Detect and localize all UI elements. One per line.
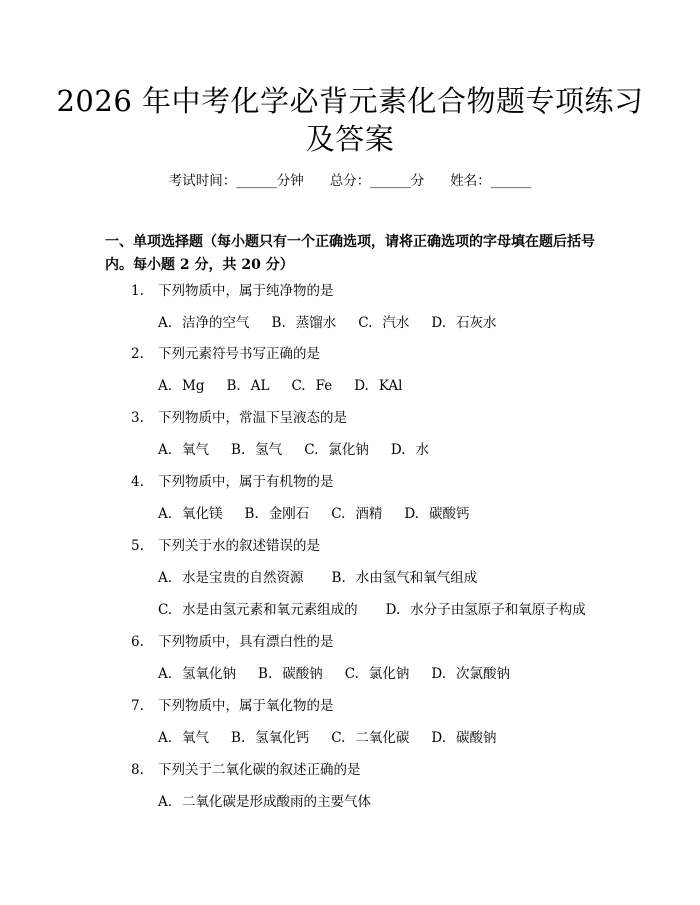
options-row xyxy=(158,314,519,332)
question-stem: 下列关于水的叙述错误的是 xyxy=(158,538,320,554)
option-letter: A. xyxy=(158,378,173,394)
option-letter: A. xyxy=(158,442,173,458)
option-text: Mg xyxy=(182,378,205,394)
question-number: 7. xyxy=(131,698,144,714)
exam-total-score: 总分：______分 xyxy=(329,173,425,189)
answer-option xyxy=(291,377,332,395)
answer-option xyxy=(386,601,586,619)
option-text: 碳酸钙 xyxy=(429,506,470,522)
option-text: 石灰水 xyxy=(456,315,497,331)
question-stem: 下列物质中，常温下呈液态的是 xyxy=(158,410,347,426)
question-number: 6. xyxy=(131,634,144,650)
option-text: 水 xyxy=(415,442,430,458)
option-letter: C. xyxy=(304,442,319,458)
option-letter: C. xyxy=(331,730,346,746)
answer-option xyxy=(358,314,409,332)
document-title-line2: 及答案 xyxy=(305,122,395,156)
options-row xyxy=(158,729,519,747)
option-text: 蒸馏水 xyxy=(295,315,337,331)
option-letter: A. xyxy=(158,730,173,746)
answer-option xyxy=(332,569,478,587)
option-text: 二氧化碳是形成酸雨的主要气体 xyxy=(182,794,372,810)
answer-option xyxy=(158,729,209,747)
options-row xyxy=(158,665,532,683)
option-text: Fe xyxy=(315,378,333,394)
option-letter: B. xyxy=(231,730,246,746)
option-text: 碳酸钠 xyxy=(282,666,323,682)
option-letter: B. xyxy=(244,506,259,522)
option-text: 水是由氢元素和氧元素组成的 xyxy=(182,602,358,618)
answer-option xyxy=(272,314,337,332)
exam-time: 考试时间：______分钟 xyxy=(168,173,304,189)
answer-option xyxy=(158,377,205,395)
option-text: 氢氧化钙 xyxy=(255,730,310,746)
question-number: 5. xyxy=(131,538,144,554)
question-stem: 下列物质中，属于氧化物的是 xyxy=(158,698,334,714)
option-letter: B. xyxy=(271,315,286,331)
option-text: 洁净的空气 xyxy=(182,315,250,331)
option-letter: D. xyxy=(431,315,447,331)
question-stem: 下列元素符号书写正确的是 xyxy=(158,346,320,362)
options-row xyxy=(158,377,424,395)
option-text: 水由氢气和氧气组成 xyxy=(355,570,478,586)
answer-option xyxy=(227,377,270,395)
option-letter: C. xyxy=(358,315,373,331)
option-text: 金刚石 xyxy=(268,506,310,522)
answer-option xyxy=(158,793,371,811)
option-text: 氯化钠 xyxy=(368,666,410,682)
option-text: 二氧化碳 xyxy=(355,730,410,746)
question-number: 8. xyxy=(131,762,144,778)
option-letter: A. xyxy=(158,794,173,810)
option-letter: C. xyxy=(331,506,346,522)
option-letter: C. xyxy=(344,666,359,682)
answer-option xyxy=(245,505,310,523)
option-letter: A. xyxy=(158,666,173,682)
option-text: 氢气 xyxy=(255,442,283,458)
options-row xyxy=(158,569,499,587)
option-text: 次氯酸钠 xyxy=(456,666,511,682)
answer-option xyxy=(158,665,236,683)
answer-option xyxy=(158,569,304,587)
option-letter: D. xyxy=(431,666,447,682)
document-title-line1: 2026 年中考化学必背元素化合物题专项练习 xyxy=(56,84,644,118)
option-letter: B. xyxy=(231,442,246,458)
answer-option xyxy=(158,314,250,332)
question-number: 1. xyxy=(131,283,144,299)
option-letter: D. xyxy=(390,442,406,458)
exam-info xyxy=(0,169,700,189)
option-letter: D. xyxy=(354,378,369,394)
options-row xyxy=(158,793,393,811)
answer-option xyxy=(404,505,469,523)
answer-option xyxy=(331,729,409,747)
answer-option xyxy=(304,441,369,459)
answer-option xyxy=(158,601,358,619)
option-letter: C. xyxy=(291,378,306,394)
option-text: 氧气 xyxy=(182,442,210,458)
option-text: 氢氧化钠 xyxy=(182,666,237,682)
option-letter: D. xyxy=(385,602,401,618)
option-text: 氧气 xyxy=(182,730,210,746)
option-letter: D. xyxy=(431,730,447,746)
answer-option xyxy=(331,505,382,523)
question-stem: 下列物质中，属于有机物的是 xyxy=(158,474,334,490)
option-text: 酒精 xyxy=(355,506,383,522)
option-letter: A. xyxy=(158,570,173,586)
option-letter: A. xyxy=(158,315,173,331)
question-stem: 下列关于二氧化碳的叙述正确的是 xyxy=(158,762,361,778)
option-text: 水分子由氢原子和氧原子构成 xyxy=(410,602,586,618)
options-row xyxy=(158,505,492,523)
option-text: 碳酸钠 xyxy=(456,730,497,746)
answer-option xyxy=(354,377,402,395)
exam-student-name: 姓名：______ xyxy=(450,173,532,189)
options-row xyxy=(158,441,451,459)
answer-option xyxy=(258,665,323,683)
option-text: 汽水 xyxy=(382,315,410,331)
option-text: 水是宝贵的自然资源 xyxy=(182,570,304,586)
option-text: AL xyxy=(250,378,270,394)
option-letter: B. xyxy=(226,378,241,394)
option-text: 氯化钠 xyxy=(328,442,369,458)
question-stem: 下列物质中，具有漂白性的是 xyxy=(158,634,334,650)
question-number: 2. xyxy=(131,346,144,362)
answer-option xyxy=(391,441,429,459)
options-row xyxy=(158,601,608,619)
answer-option xyxy=(431,665,510,683)
answer-option xyxy=(345,665,410,683)
question-number: 4. xyxy=(131,474,144,490)
option-text: 氧化镁 xyxy=(182,506,223,522)
option-letter: D. xyxy=(404,506,420,522)
answer-option xyxy=(158,505,223,523)
option-letter: B. xyxy=(258,666,273,682)
answer-option xyxy=(231,729,309,747)
answer-option xyxy=(431,729,496,747)
answer-option xyxy=(158,441,209,459)
option-text: KAl xyxy=(378,378,403,394)
option-letter: B. xyxy=(331,570,346,586)
question-stem: 下列物质中，属于纯净物的是 xyxy=(158,283,334,299)
option-letter: C. xyxy=(158,602,173,618)
question-number: 3. xyxy=(131,410,144,426)
answer-option xyxy=(231,441,282,459)
option-letter: A. xyxy=(158,506,173,522)
section-heading: 一、单项选择题（每小题只有一个正确选项，请将正确选项的字母填在题后括号内。每小题 2 分，共 20 分） xyxy=(105,234,595,273)
answer-option xyxy=(431,314,496,332)
